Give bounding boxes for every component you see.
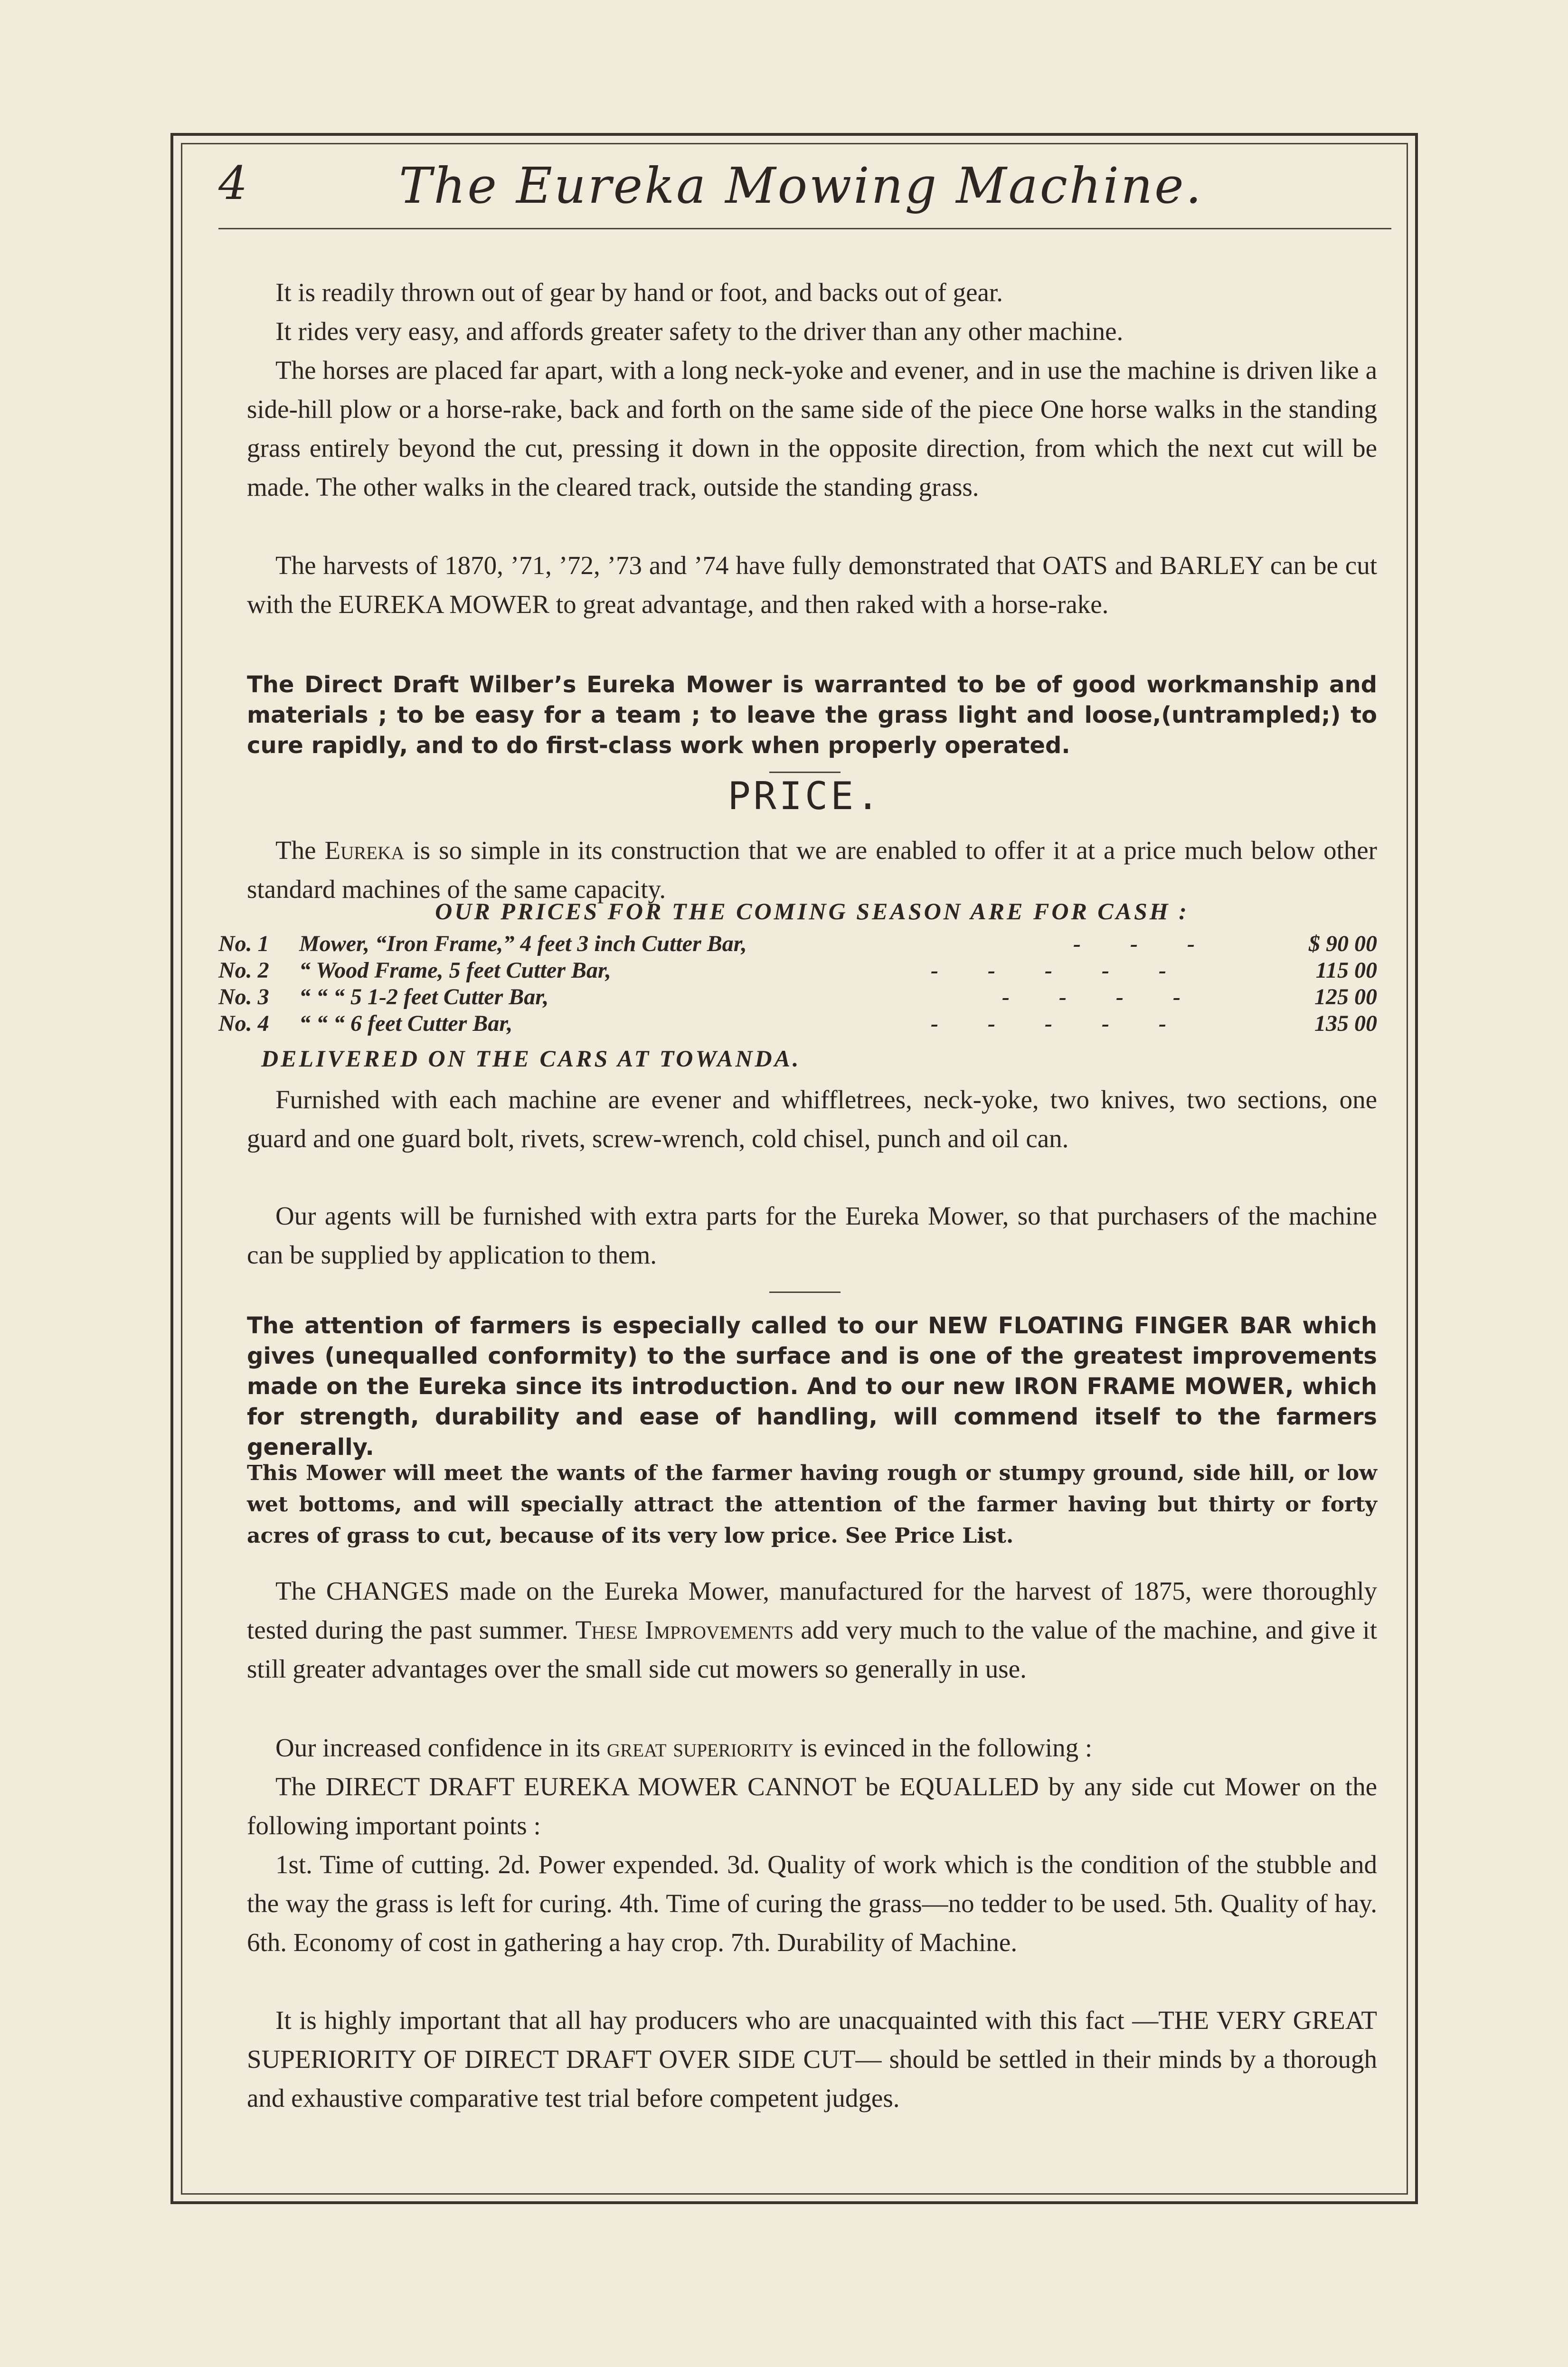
price-row-description: “ “ “ 6 feet Cutter Bar, bbox=[299, 1011, 513, 1036]
paragraph-gear: It is readily thrown out of gear by hand or foot, and backs out of gear. bbox=[275, 278, 1003, 307]
changes-improvements: These Improvements bbox=[575, 1615, 794, 1644]
prices-heading: OUR PRICES FOR THE COMING SEASON ARE FOR CASH : bbox=[435, 898, 1189, 924]
price-row-leader: - - - - - bbox=[931, 958, 1188, 983]
running-title: The Eureka Mowing Machine. bbox=[399, 157, 1203, 215]
price-row bbox=[218, 957, 1391, 984]
price-intro-rest: is so simple in its construction that we are enabled to offer it at a price much below other standard machines of the same capacity. bbox=[247, 836, 1377, 904]
price-row-number: No. 2 bbox=[218, 958, 269, 983]
changes-rest: add very much to the value of the machine, and give it still greater advantages over the small side cut mowers so generally in use. bbox=[247, 1615, 1377, 1683]
running-header bbox=[218, 157, 1391, 228]
price-row-price: 115 00 bbox=[1315, 958, 1377, 983]
paragraph-harvests: The harvests of 1870, ’71, ’72, ’73 and ’74 have fully demonstrated that OATS and BARLEY can be cut with the EUREKA MOWER to great advantage, and then raked with a horse-rake. bbox=[247, 551, 1377, 619]
page-number: 4 bbox=[218, 157, 249, 210]
page-content bbox=[218, 157, 1391, 2179]
confidence-rest: is evinced in the following : bbox=[793, 1733, 1093, 1762]
price-intro-start: The bbox=[275, 836, 325, 865]
paragraph-important: It is highly important that all hay producers who are unacquainted with this fact —THE VERY GREAT SUPERIORITY OF DIRECT DRAFT OVER SIDE CUT— should be settled in their minds by a thorough and exhaustive comparative test trial before competent judges. bbox=[247, 2006, 1377, 2112]
price-row-price: 135 00 bbox=[1314, 1011, 1377, 1036]
paragraph-agents: Our agents will be furnished with extra parts for the Eureka Mower, so that purchasers of the machine can be supplied by application to them. bbox=[247, 1201, 1377, 1269]
section-rule bbox=[769, 772, 841, 773]
price-row-description: Mower, “Iron Frame,” 4 feet 3 inch Cutter Bar, bbox=[299, 931, 747, 956]
price-intro-name: Eureka bbox=[324, 836, 405, 865]
paragraph-points: 1st. Time of cutting. 2d. Power expended. 3d. Quality of work which is the condition of the stubble and the way the grass is left for curing. 4th. Time of curing the grass—no tedder to be used. 5th. Quality of hay. 6th. Economy of cost in gathering a hay crop. 7th. Durability of Machine. bbox=[247, 1850, 1377, 1957]
price-row bbox=[218, 1010, 1391, 1037]
stumpy-ground-note: This Mower will meet the wants of the farmer having rough or stumpy ground, side hill, or low wet bottoms, and will specially attract the attention of the farmer having but thirty or forty acres of grass to cut, because of its very low price. See Price List. bbox=[247, 1461, 1377, 1548]
price-row-leader: - - - - bbox=[1002, 984, 1202, 1009]
confidence-superiority: great superiority bbox=[606, 1733, 793, 1762]
paragraph-rides: It rides very easy, and affords greater safety to the driver than any other machine. bbox=[275, 317, 1124, 346]
changes-start: The CHANGES made on the Eureka Mower, manufactured for the harvest of 1875, were thoroughly tested during the past summer. bbox=[247, 1576, 1377, 1644]
paragraph-changes bbox=[247, 1572, 1377, 1688]
delivered-note: DELIVERED ON THE CARS AT TOWANDA. bbox=[261, 1045, 801, 1072]
price-heading: PRICE. bbox=[727, 774, 882, 818]
attention-notice: The attention of farmers is especially called to our NEW FLOATING FINGER BAR which gives (unequalled conformity) to the surface and is one of the greatest improvements made on the Eureka since its introduction. And to our new IRON FRAME MOWER, which for strength, durability and ease of handling, will commend itself to the farmers generally. bbox=[247, 1312, 1377, 1461]
price-row-price: $ 90 00 bbox=[1309, 931, 1377, 956]
price-row-number: No. 3 bbox=[218, 984, 269, 1009]
paragraph-direct-draft: The DIRECT DRAFT EUREKA MOWER CANNOT be EQUALLED by any side cut Mower on the following important points : bbox=[247, 1772, 1377, 1840]
price-row bbox=[218, 931, 1391, 957]
price-row bbox=[218, 984, 1391, 1010]
price-row-description: “ “ “ 5 1-2 feet Cutter Bar, bbox=[299, 984, 549, 1009]
paragraph-furnished: Furnished with each machine are evener and whiffletrees, neck-yoke, two knives, two sections, one guard and one guard bolt, rivets, screw-wrench, cold chisel, punch and oil can. bbox=[247, 1085, 1377, 1153]
section-rule bbox=[769, 1292, 841, 1293]
price-row-price: 125 00 bbox=[1314, 984, 1377, 1009]
paragraph-confidence bbox=[247, 1728, 1377, 1767]
price-row-leader: - - - - - bbox=[931, 1011, 1188, 1036]
price-row-number: No. 1 bbox=[218, 931, 269, 956]
paragraph-horses: The horses are placed far apart, with a long neck-yoke and evener, and in use the machine is driven like a side-hill plow or a horse-rake, back and forth on the same side of the piece One horse walks in the standing grass entirely beyond the cut, pressing it down in the opposite direction, from which the next cut will be made. The other walks in the cleared track, outside the standing grass. bbox=[247, 356, 1377, 501]
warranty-statement: The Direct Draft Wilber’s Eureka Mower is warranted to be of good workmanship and materials ; to be easy for a team ; to leave the grass light and loose,(untrampled;) to cure rapidly, and to do first-class work when properly operated. bbox=[247, 671, 1377, 759]
confidence-start: Our increased confidence in its bbox=[275, 1733, 607, 1762]
price-row-leader: - - - bbox=[1073, 931, 1217, 956]
header-rule bbox=[218, 228, 1391, 229]
price-row-description: “ Wood Frame, 5 feet Cutter Bar, bbox=[299, 958, 611, 983]
price-row-number: No. 4 bbox=[218, 1011, 269, 1036]
